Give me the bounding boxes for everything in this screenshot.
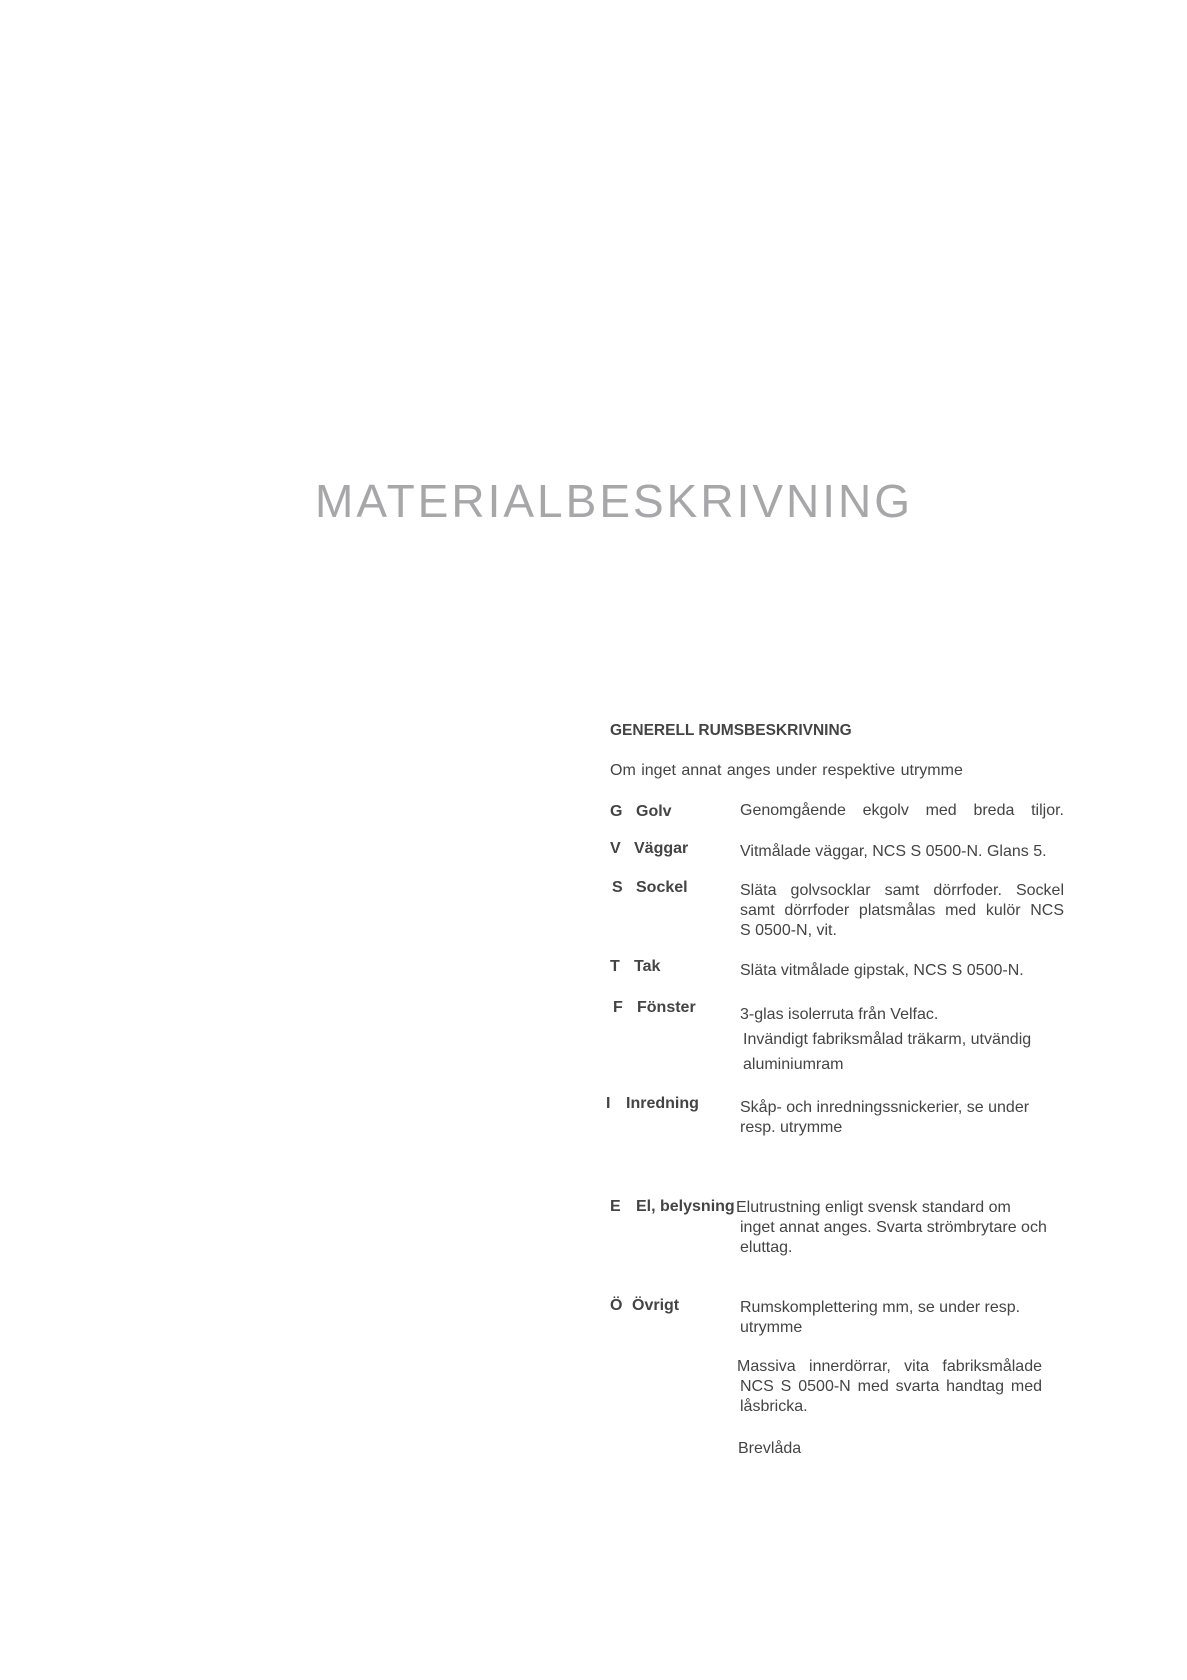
description-line: samt dörrfoder platsmålas med kulör NCS <box>740 902 1064 919</box>
description-line: låsbricka. <box>740 1398 808 1415</box>
item-label: Väggar <box>634 840 689 857</box>
item-label: El, belysning <box>636 1198 735 1215</box>
item-code: E <box>610 1198 621 1215</box>
description-line: Rumskomplettering mm, se under resp. <box>740 1299 1021 1316</box>
description-line: Brevlåda <box>738 1440 802 1457</box>
item-code: I <box>606 1095 611 1112</box>
item-description <box>740 842 1064 862</box>
description-line: Skåp- och inredningssnickerier, se under <box>740 1099 1030 1116</box>
description-line: utrymme <box>740 1319 803 1336</box>
description-line: 3-glas isolerruta från Velfac. <box>740 1006 939 1023</box>
description-line: Släta golvsocklar samt dörrfoder. Sockel <box>740 882 1064 899</box>
section-heading: GENERELL RUMSBESKRIVNING <box>610 722 852 739</box>
item-description <box>740 1002 1064 1077</box>
item-description <box>740 881 1064 941</box>
item-label: Sockel <box>636 879 688 896</box>
description-line: eluttag. <box>740 1239 793 1256</box>
description-line: Elutrustning enligt svensk standard om <box>736 1199 1011 1216</box>
item-label: Övrigt <box>632 1297 680 1314</box>
description-line: Vitmålade väggar, NCS S 0500-N. Glans 5. <box>740 843 1047 860</box>
description-line: NCS S 0500-N med svarta handtag med <box>740 1378 1042 1395</box>
item-description-doors <box>737 1357 1042 1417</box>
item-description <box>740 801 1064 821</box>
page-title: MATERIALBESKRIVNING <box>315 475 914 527</box>
item-code: Ö <box>610 1297 623 1314</box>
description-line: S 0500-N, vit. <box>740 922 837 939</box>
item-code: T <box>610 958 620 975</box>
item-label: Golv <box>636 803 672 820</box>
section-intro: Om inget annat anges under respektive utrymme <box>610 762 963 779</box>
item-description <box>740 1298 1064 1338</box>
item-code: S <box>612 879 623 896</box>
item-description-mailbox <box>738 1439 1062 1459</box>
item-description <box>740 961 1064 981</box>
item-description <box>740 1098 1064 1138</box>
item-description <box>736 1198 1080 1258</box>
description-line: Släta vitmålade gipstak, NCS S 0500-N. <box>740 962 1024 979</box>
description-line: resp. utrymme <box>740 1119 843 1136</box>
item-code: V <box>610 840 621 857</box>
description-line: Genomgående ekgolv med breda tiljor. <box>740 802 1064 819</box>
description-line: aluminiumram <box>743 1056 844 1073</box>
description-line: inget annat anges. Svarta strömbrytare och <box>740 1219 1047 1236</box>
item-label: Inredning <box>626 1095 699 1112</box>
item-code: G <box>610 803 623 820</box>
item-label: Fönster <box>637 999 696 1016</box>
item-label: Tak <box>634 958 661 975</box>
item-code: F <box>613 999 623 1016</box>
description-line: Invändigt fabriksmålad träkarm, utvändig <box>743 1031 1032 1048</box>
description-line: Massiva innerdörrar, vita fabriksmålade <box>737 1358 1042 1375</box>
